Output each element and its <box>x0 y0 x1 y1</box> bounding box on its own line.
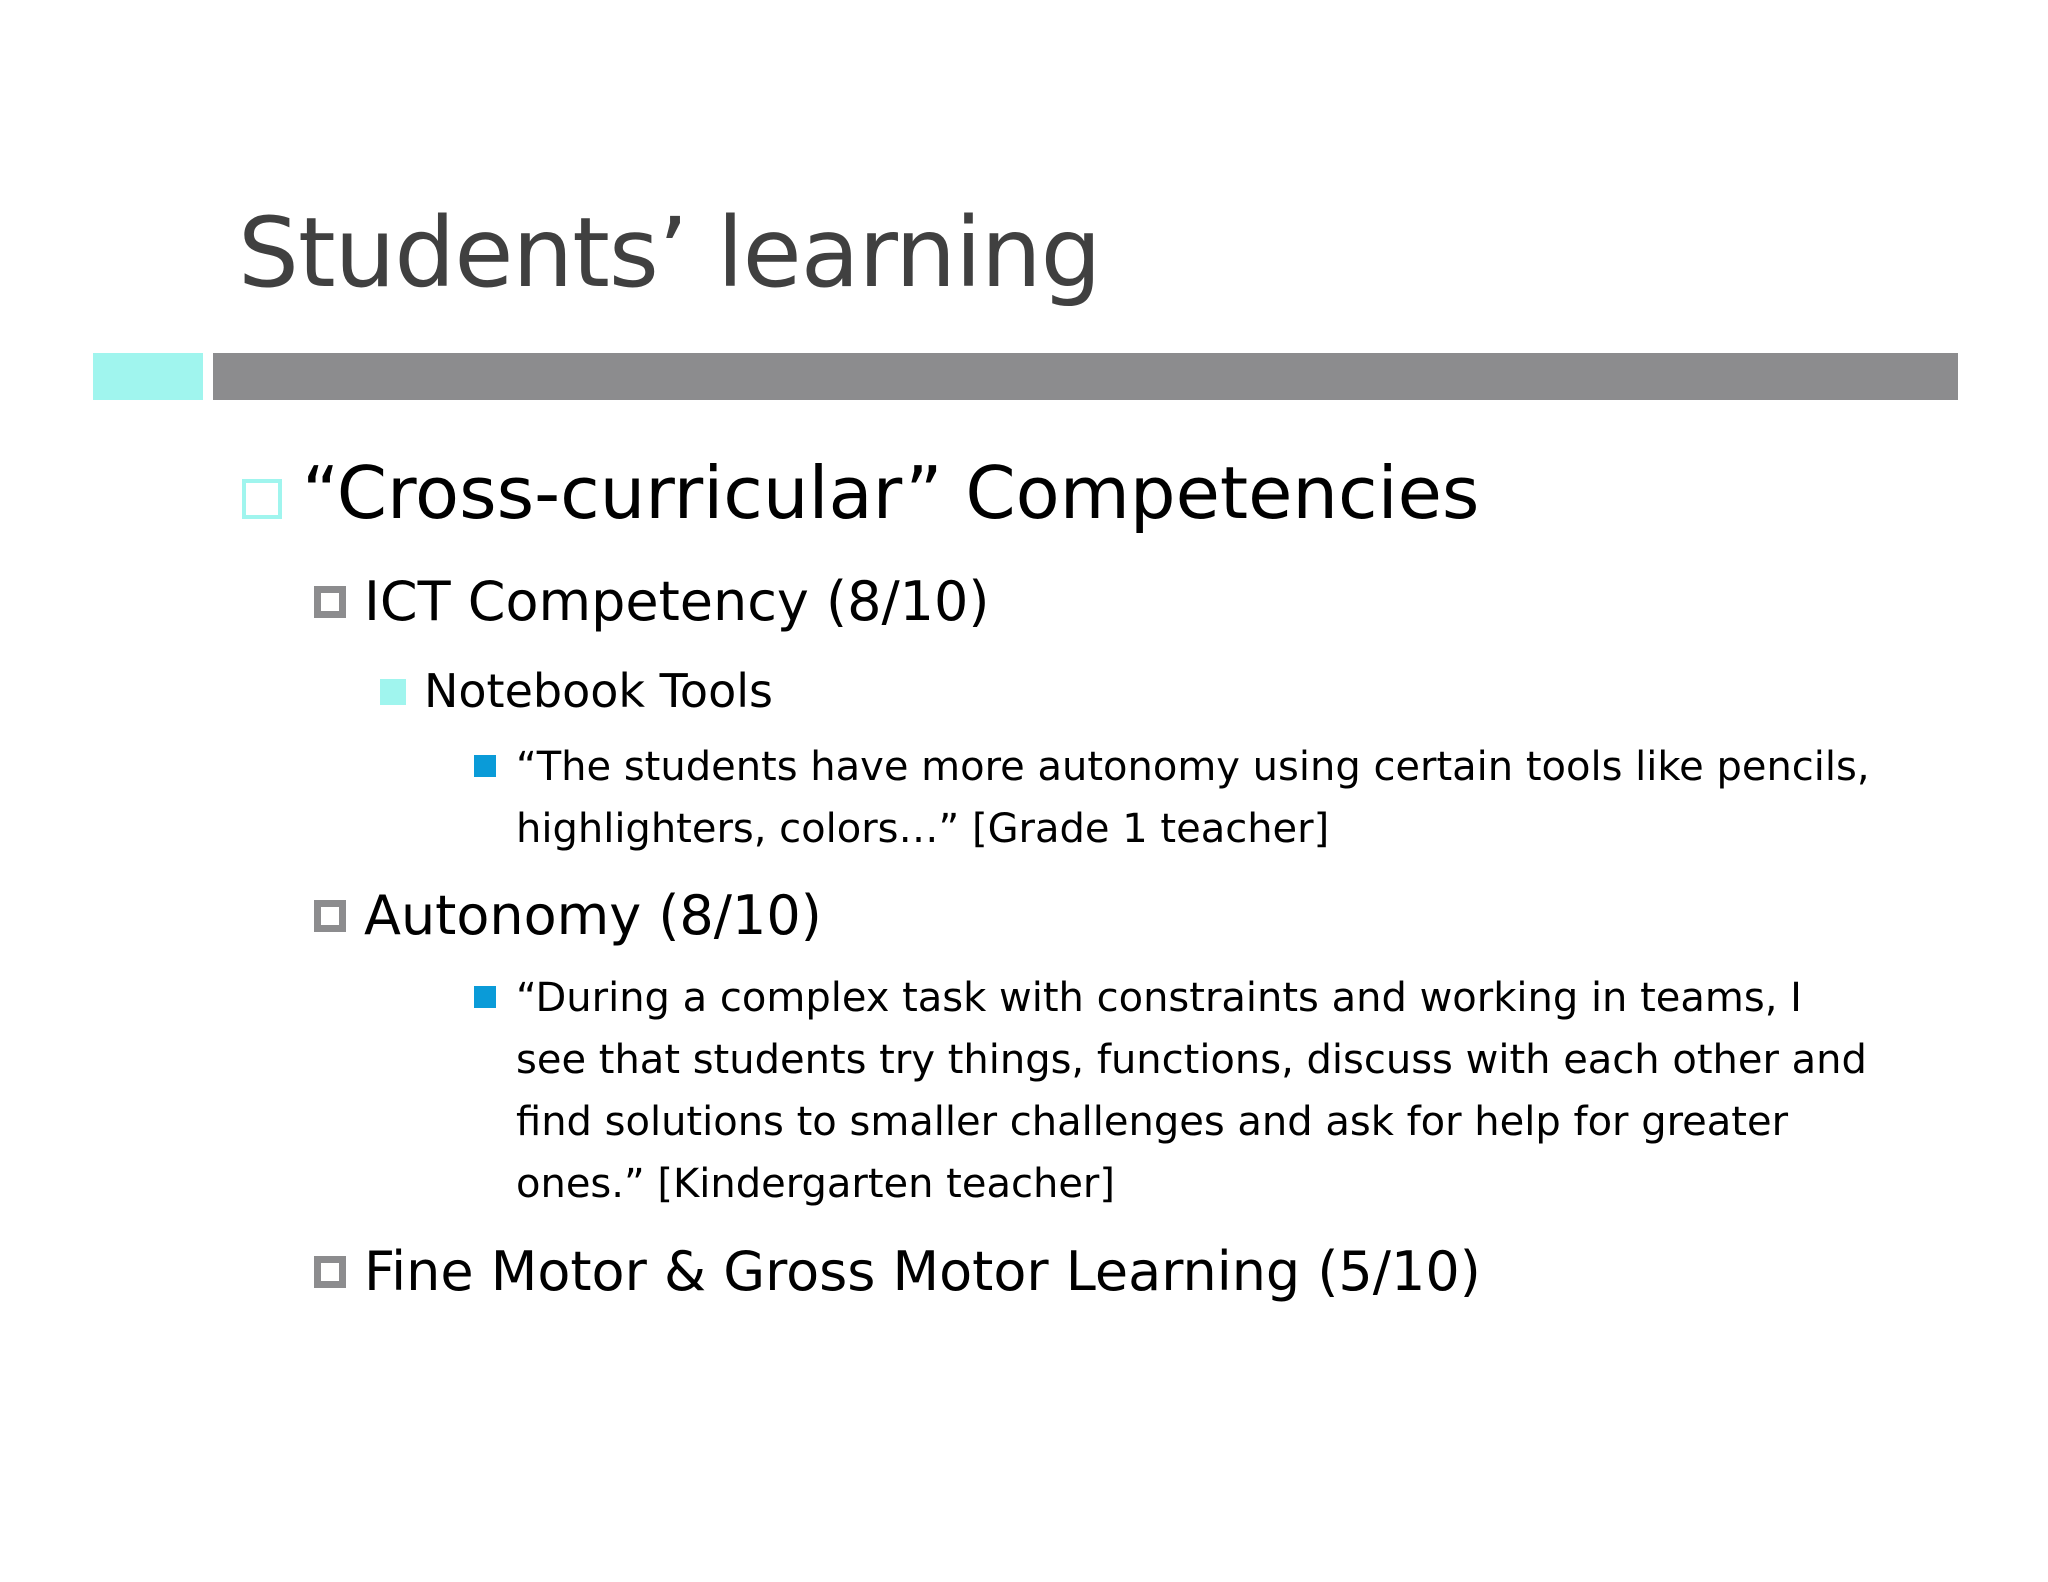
quote-line: find solutions to smaller challenges and ask for help for greater <box>516 1099 1789 1145</box>
title-accent-bar <box>93 353 203 400</box>
quote-line: highlighters, colors…” [Grade 1 teacher] <box>516 806 1330 852</box>
autonomy-item: Autonomy (8/10) <box>364 884 822 947</box>
quote-line: “During a complex task with constraints and working in teams, I <box>516 975 1802 1021</box>
square-bullet-icon <box>314 900 346 932</box>
small-square-bullet-icon <box>474 986 496 1008</box>
competencies-heading: “Cross-curricular” Competencies <box>302 451 1480 535</box>
filled-square-bullet-icon <box>380 679 406 705</box>
square-bullet-icon <box>314 586 346 618</box>
quote-line: see that students try things, functions, discuss with each other and <box>516 1037 1867 1083</box>
quote-line: “The students have more autonomy using certain tools like pencils, <box>516 744 1870 790</box>
quote-line: ones.” [Kindergarten teacher] <box>516 1161 1115 1207</box>
kindergarten-teacher-quote <box>516 967 1867 1215</box>
small-square-bullet-icon <box>474 755 496 777</box>
ict-competency-item: ICT Competency (8/10) <box>364 570 990 633</box>
title-divider-bar <box>213 353 1958 400</box>
grade1-teacher-quote <box>516 736 1870 860</box>
hollow-square-bullet-icon <box>242 479 282 519</box>
notebook-tools-item: Notebook Tools <box>424 664 773 718</box>
motor-learning-item: Fine Motor & Gross Motor Learning (5/10) <box>364 1240 1481 1303</box>
slide-title: Students’ learning <box>238 197 1101 309</box>
square-bullet-icon <box>314 1256 346 1288</box>
